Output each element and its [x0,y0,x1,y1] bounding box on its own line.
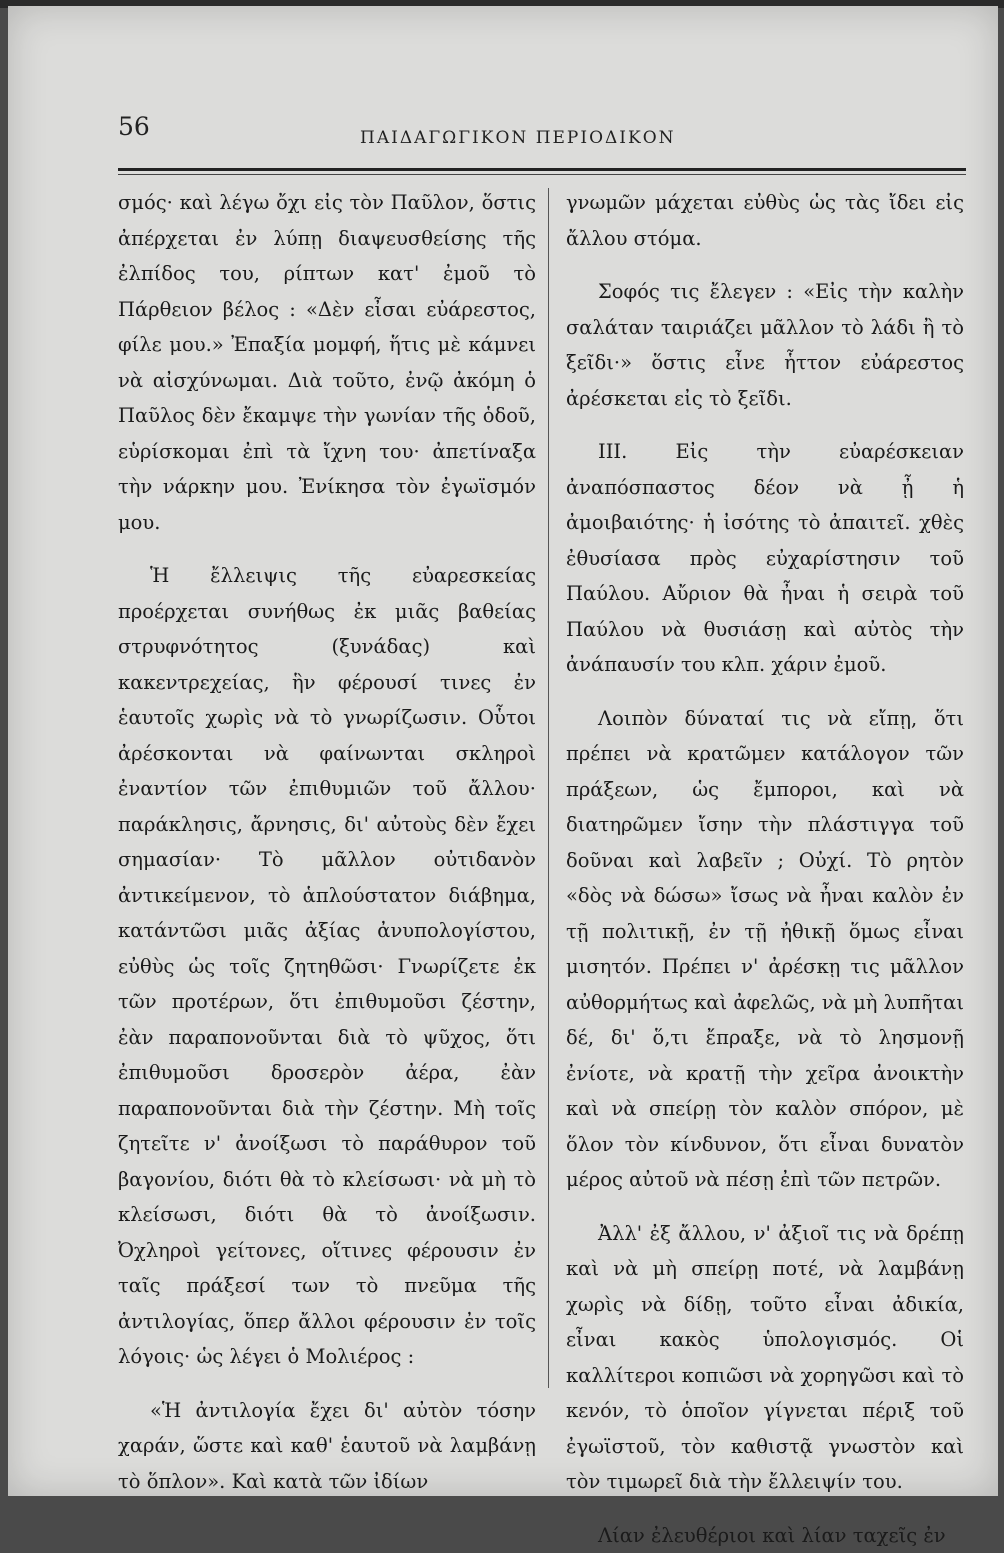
right-paragraph-2: Σοφός τις ἔλεγεν : «Εἰς τὴν καλὴν σαλάταν ταιριάζει μᾶλλον τὸ λάδι ἢ τὸ ξεῖδι·» ὅστις εἶνε ἧττον εὐάρεστος ἀρέσκεται εἰς τὸ ξεῖδι. [566,274,964,416]
left-column [118,185,536,1499]
column-divider [548,188,549,1388]
right-paragraph-4: Λοιπὸν δύναταί τις νὰ εἴπῃ, ὅτι πρέπει νὰ κρατῶμεν κατάλογον τῶν πράξεων, ὡς ἔμποροι, καὶ νὰ διατηρῶμεν ἴσην τὴν πλάστιγγα τοῦ δοῦναι καὶ λαβεῖν ; Οὐχί. Τὸ ρητὸν «δὸς νὰ δώσω» ἴσως νὰ ἦναι καλὸν ἐν τῇ πολιτικῇ, ἐν τῇ ἠθικῇ ὅμως εἶναι μισητόν. Πρέπει ν' ἀρέσκῃ τις μᾶλλον αὐθορμήτως καὶ ἀφελῶς, νὰ μὴ λυπῆται δέ, δι' ὅ,τι ἔπραξε, νὰ τὸ λησμονῇ ἐνίοτε, νὰ κρατῇ τὴν χεῖρα ἀνοικτὴν καὶ νὰ σπείρῃ τὸν καλὸν σπόρον, μὲ ὅλον τὸν κίνδυνον, ὅτι εἶναι δυνατὸν μέρος αὐτοῦ νὰ πέσῃ ἐπὶ τῶν πετρῶν. [566,701,964,1198]
running-title: ΠΑΙΔΑΓΩΓΙΚΟΝ ΠΕΡΙΟΔΙΚΟΝ [360,128,676,148]
right-paragraph-6: Λίαν ἐλευθέριοι καὶ λίαν ταχεῖς ἐν [566,1518,964,1553]
header-rule-thick [118,168,966,171]
header-rule-thin [118,174,966,175]
right-paragraph-1: γνωμῶν μάχεται εὐθὺς ὡς τὰς ἴδει εἰς ἄλλου στόμα. [566,185,964,256]
page-number: 56 [118,112,150,141]
left-paragraph-3: «Ἡ ἀντιλογία ἔχει δι' αὐτὸν τόσην χαράν, ὥστε καὶ καθ' ἑαυτοῦ νὰ λαμβάνῃ τὸ ὅπλον». Καὶ κατὰ τῶν ἰδίων [118,1393,536,1500]
left-paragraph-1: σμός· καὶ λέγω ὄχι εἰς τὸν Παῦλον, ὅστις ἀπέρχεται ἐν λύπῃ διαψευσθείσης τῆς ἐλπίδος του, ρίπτων κατ' ἐμοῦ τὸ Πάρθειον βέλος : «Δὲν εἶσαι εὐάρεστος, φίλε μου.» Ἐπαξία μομφή, ἥτις μὲ κάμνει νὰ αἰσχύνωμαι. Διὰ τοῦτο, ἐνῷ ἀκόμη ὁ Παῦλος δὲν ἔκαμψε τὴν γωνίαν τῆς ὁδοῦ, εὑρίσκομαι ἐπὶ τὰ ἴχνη του· ἀπετίναξα τὴν νάρκην μου. Ἐνίκησα τὸν ἐγωϊσμόν μου. [118,185,536,540]
right-paragraph-5: Ἀλλ' ἐξ ἄλλου, ν' ἀξιοῖ τις νὰ δρέπῃ καὶ νὰ μὴ σπείρῃ ποτέ, νὰ λαμβάνῃ χωρὶς νὰ δίδῃ, τοῦτο εἶναι ἀδικία, εἶναι κακὸς ὑπολογισμός. Οἱ καλλίτεροι κοπιῶσι νὰ χορηγῶσι καὶ τὸ κενόν, τὸ ὁποῖον γίγνεται πέριξ τοῦ ἐγωϊστοῦ, τὸν καθιστᾷ γνωστὸν καὶ τὸν τιμωρεῖ διὰ τὴν ἔλλειψίν του. [566,1216,964,1500]
right-column [566,185,964,1553]
left-paragraph-2: Ἡ ἔλλειψις τῆς εὐαρεσκείας προέρχεται συνήθως ἐκ μιᾶς βαθείας στρυφνότητος (ξυνάδας) καὶ κακεντρεχείας, ἣν φέρουσί τινες ἐν ἑαυτοῖς χωρὶς νὰ τὸ γνωρίζωσιν. Οὗτοι ἀρέσκονται νὰ φαίνωνται σκληροὶ ἐναντίον τῶν ἐπιθυμιῶν τοῦ ἄλλου· παράκλησις, ἄρνησις, δι' αὐτοὺς δὲν ἔχει σημασίαν· Τὸ μᾶλλον οὐτιδανὸν ἀντικείμενον, τὸ ἁπλούστατον διάβημα, κατάντῶσι μιᾶς ἀξίας ἀνυπολογίστου, εὐθὺς ὡς τοῖς ζητηθῶσι· Γνωρίζετε ἐκ τῶν προτέρων, ὅτι ἐπιθυμοῦσι ζέστην, ἐὰν παραπονοῦνται διὰ τὸ ψῦχος, ὅτι ἐπιθυμοῦσι δροσερὸν ἀέρα, ἐὰν παραπονοῦνται διὰ τὴν ζέστην. Μὴ τοῖς ζητεῖτε ν' ἀνοίξωσι τὸ παράθυρον τοῦ βαγονίου, διότι θὰ τὸ κλείσωσι· νὰ μὴ τὸ κλείσωσι, διότι θὰ τὸ ἀνοίξωσιν. Ὀχληροὶ γείτονες, οἵτινες φέρουσιν ἐν ταῖς πράξεσί των τὸ πνεῦμα τῆς ἀντιλογίας, ὅπερ ἄλλοι φέρουσιν ἐν τοῖς λόγοις· ὡς λέγει ὁ Μολιέρος : [118,558,536,1375]
right-paragraph-3: ΙΙΙ. Εἰς τὴν εὐαρέσκειαν ἀναπόσπαστος δέον νὰ ᾖ ἡ ἀμοιβαιότης· ἡ ἰσότης τὸ ἀπαιτεῖ. χθὲς ἐθυσίασα πρὸς εὐχαρίστησιν τοῦ Παύλου. Αὔριον θὰ ἦναι ἡ σειρὰ τοῦ Παύλου νὰ θυσιάσῃ καὶ αὐτὸς τὴν ἀνάπαυσίν του κλπ. χάριν ἐμοῦ. [566,434,964,683]
